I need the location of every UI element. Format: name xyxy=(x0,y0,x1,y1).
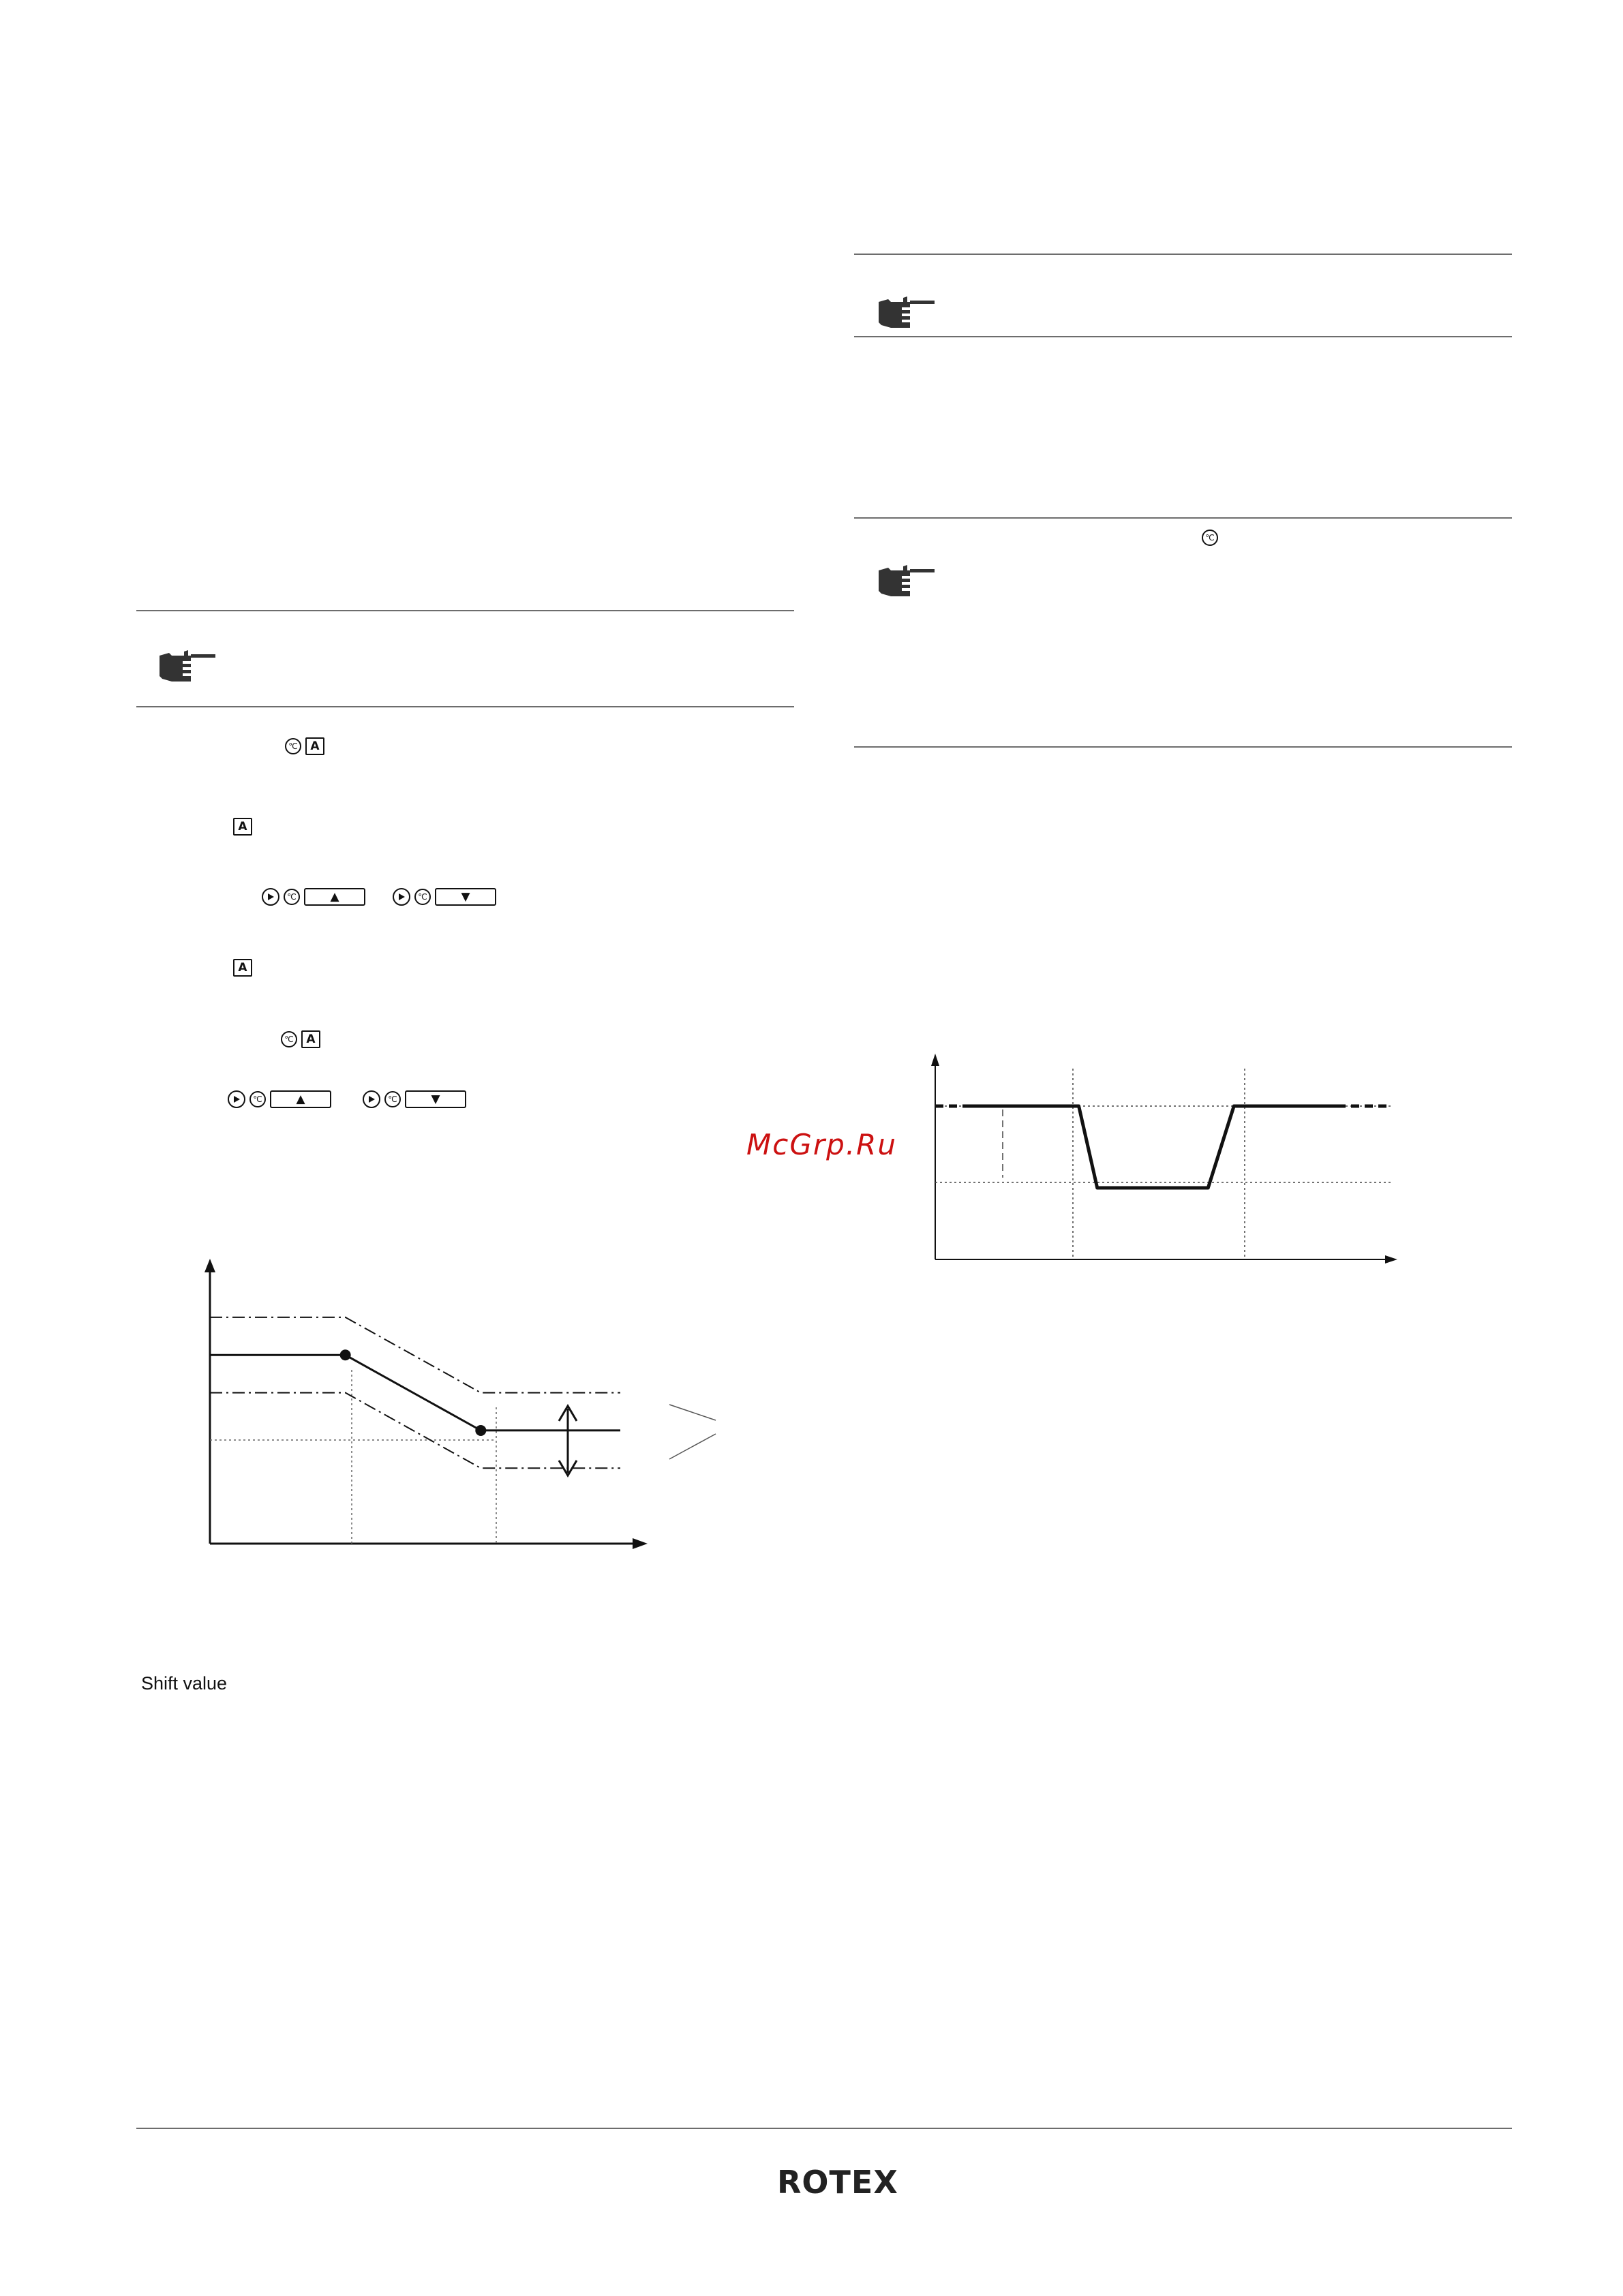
chart1-leader-2 xyxy=(669,1434,716,1459)
auto-icon: A xyxy=(301,1030,320,1048)
auto-icon: A xyxy=(233,818,252,836)
thermometer-icon: ℃ xyxy=(284,889,300,905)
play-thermo-down-keys xyxy=(363,1090,466,1108)
pointing-hand-icon xyxy=(876,564,936,599)
thermometer-icon: ℃ xyxy=(285,738,301,754)
chart2-x-axis-arrow xyxy=(1385,1255,1397,1264)
thermo-auto-keys xyxy=(285,737,324,755)
thermometer-icon: ℃ xyxy=(414,889,431,905)
up-arrow-button-icon: ▲ xyxy=(304,888,365,906)
thermometer-icon: ℃ xyxy=(281,1031,297,1047)
auto-icon: A xyxy=(305,737,324,755)
thermo-auto-keys xyxy=(281,1030,320,1048)
play-icon xyxy=(393,888,410,906)
setpoint-shift-chart xyxy=(191,1251,723,1557)
thermo-key xyxy=(1202,530,1218,546)
up-arrow-button-icon: ▲ xyxy=(270,1090,331,1108)
rule-footer xyxy=(136,2128,1512,2129)
chart2-y-axis-arrow xyxy=(931,1054,939,1066)
play-thermo-down-keys xyxy=(393,888,496,906)
rule-right-note1-bottom xyxy=(854,336,1512,337)
auto-icon: A xyxy=(233,959,252,977)
play-thermo-up-keys xyxy=(262,888,365,906)
shift-value-label: Shift value xyxy=(141,1673,228,1694)
down-arrow-button-icon: ▼ xyxy=(405,1090,466,1108)
chart1-point-1 xyxy=(340,1349,351,1360)
thermometer-icon: ℃ xyxy=(384,1091,401,1107)
auto-key xyxy=(233,818,252,836)
thermometer-icon: ℃ xyxy=(1202,530,1218,546)
play-icon xyxy=(228,1090,245,1108)
rule-right-note2-top xyxy=(854,517,1512,519)
pointing-hand-icon xyxy=(876,295,936,331)
brand-logo: ROTEX xyxy=(777,2164,898,2201)
chart1-y-axis-arrow xyxy=(204,1259,215,1272)
watermark: McGrp.Ru xyxy=(746,1128,897,1161)
play-thermo-up-keys xyxy=(228,1090,331,1108)
rule-left-note-bottom xyxy=(136,706,794,707)
auto-key xyxy=(233,959,252,977)
down-arrow-button-icon: ▼ xyxy=(435,888,496,906)
thermometer-icon: ℃ xyxy=(249,1091,266,1107)
rule-right-note2-bottom xyxy=(854,746,1512,748)
chart1-leader-1 xyxy=(669,1405,716,1420)
rule-left-note-top xyxy=(136,610,794,611)
chart2-temperature-line xyxy=(968,1106,1337,1188)
play-icon xyxy=(363,1090,380,1108)
chart1-point-2 xyxy=(475,1425,486,1436)
pointing-hand-icon xyxy=(157,649,217,684)
play-icon xyxy=(262,888,279,906)
chart1-x-axis-arrow xyxy=(633,1538,648,1549)
setback-chart xyxy=(913,1043,1418,1274)
rule-right-note1-top xyxy=(854,254,1512,255)
